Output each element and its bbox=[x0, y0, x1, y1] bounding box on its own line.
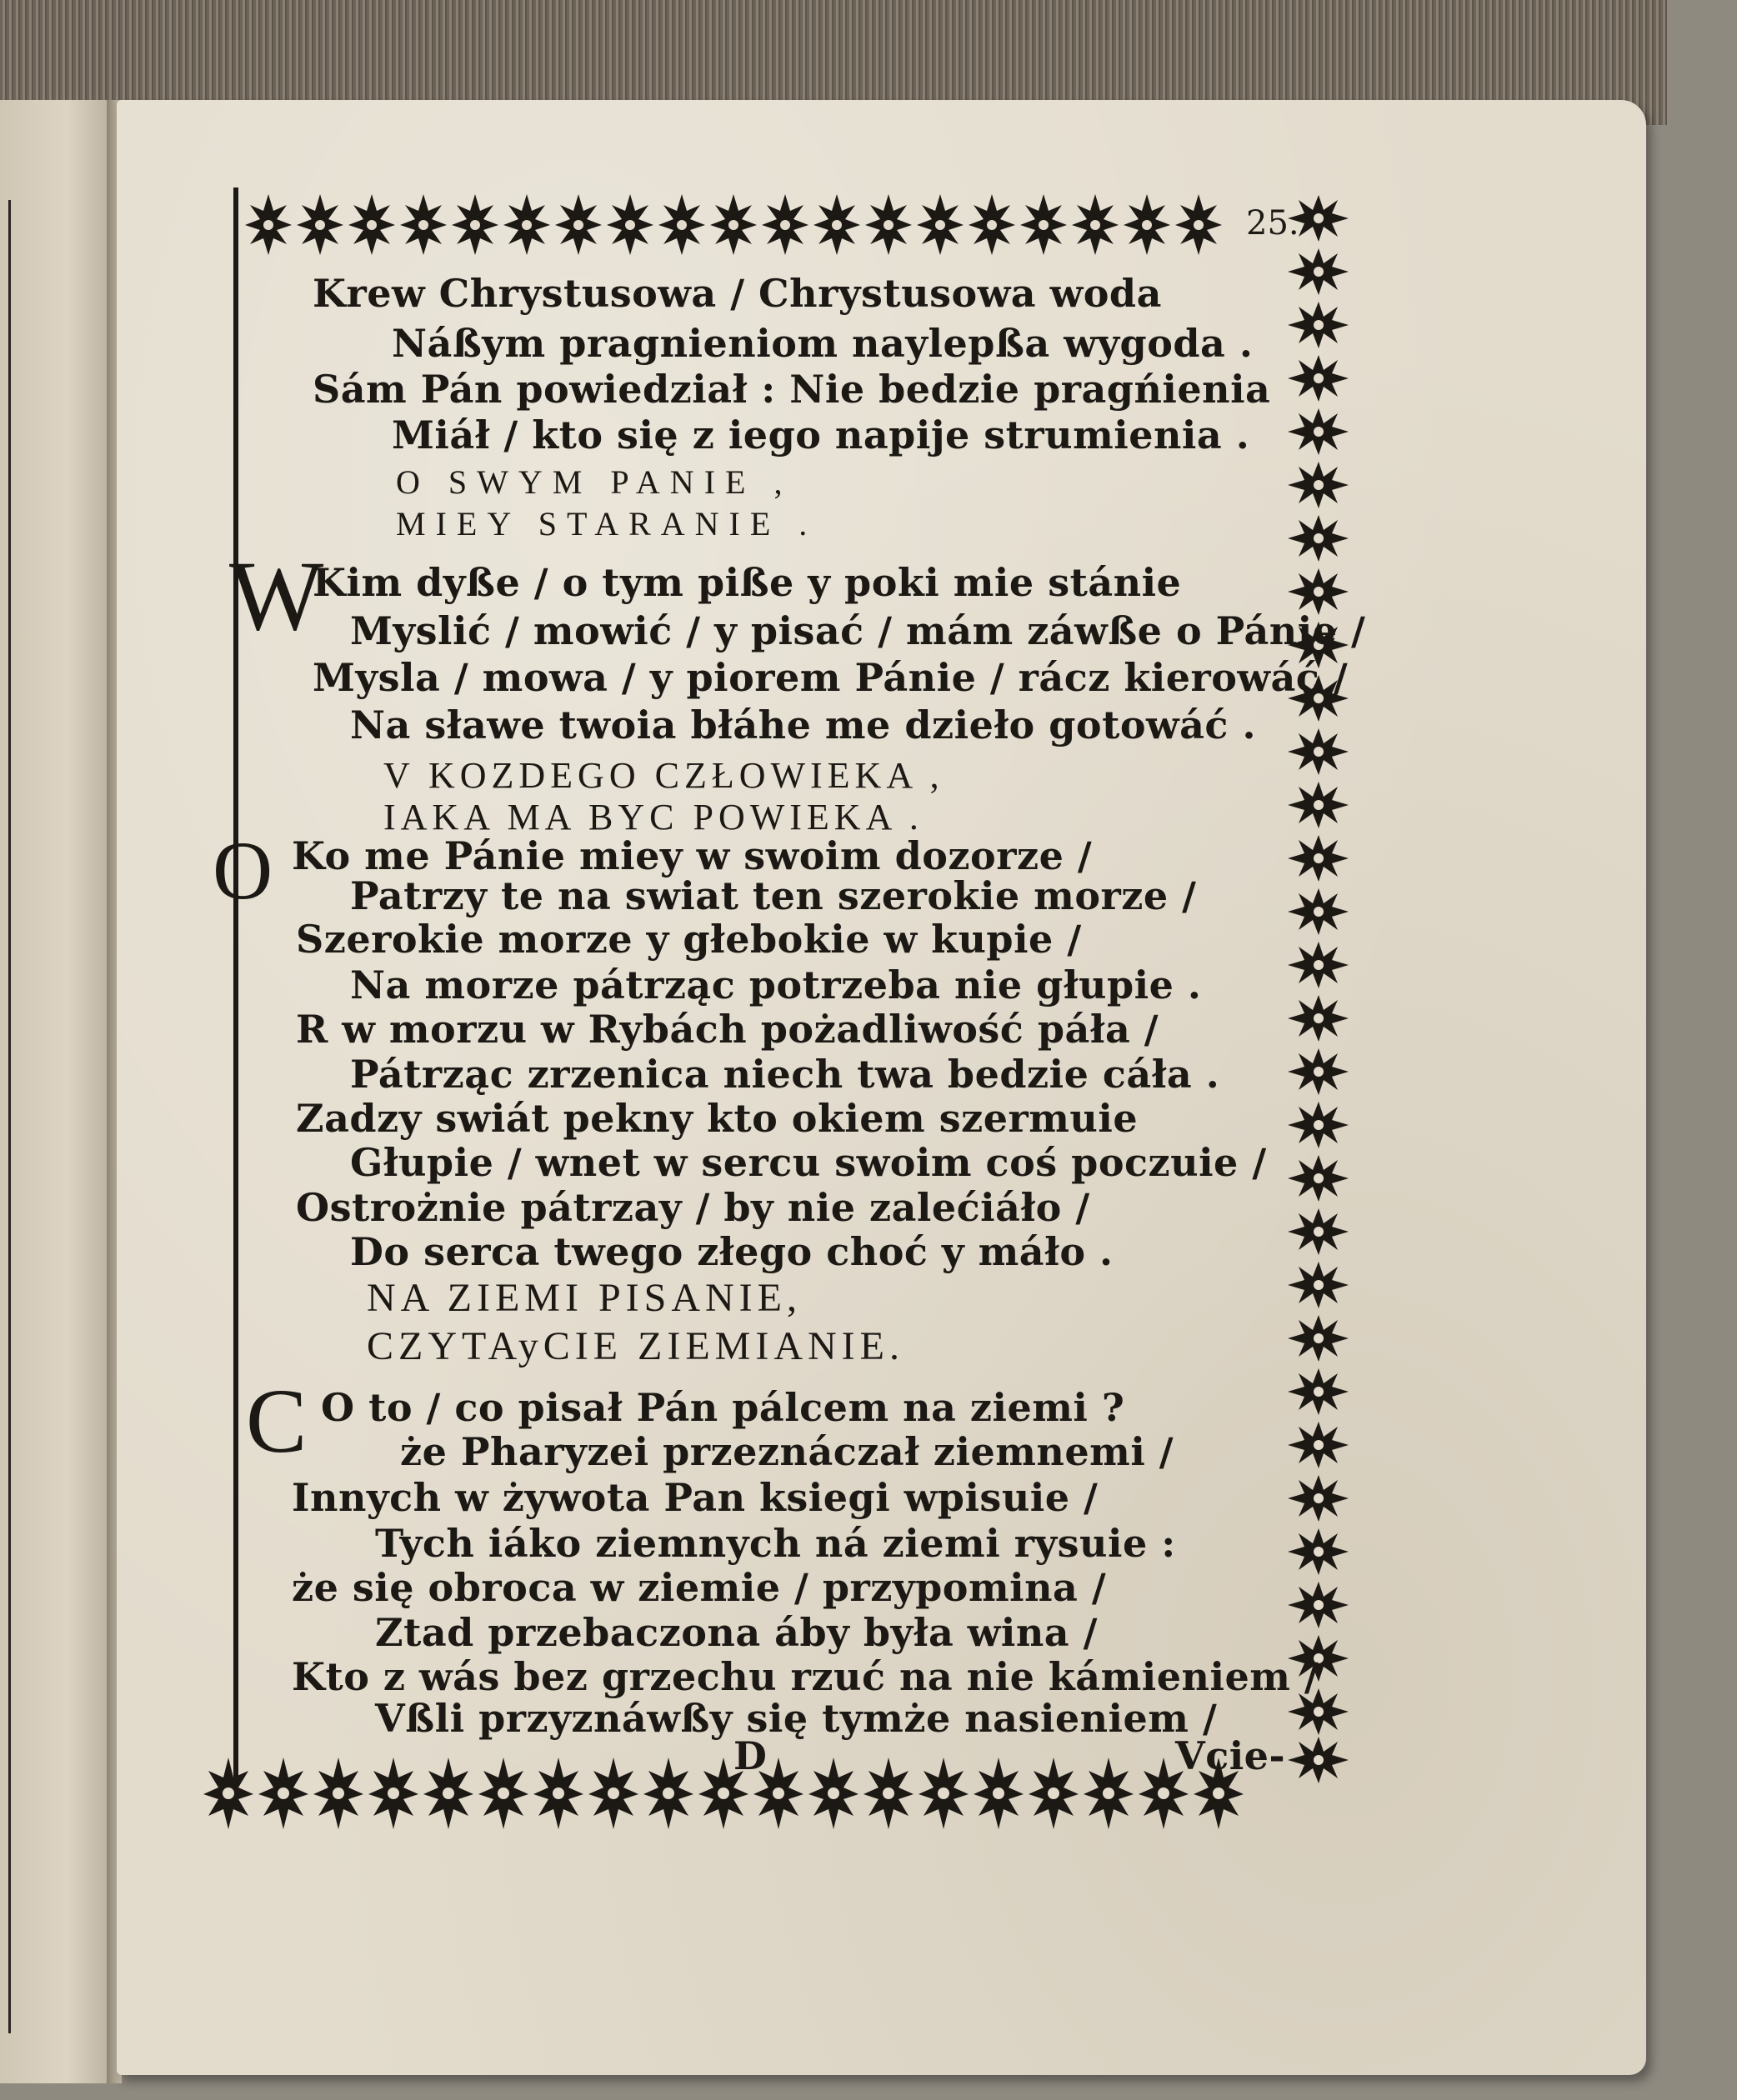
frame-left-rule bbox=[233, 188, 238, 1779]
stanza3-line7: Zadzy swiát pekny kto okiem szermuie bbox=[296, 1096, 1139, 1141]
stanza1-line1: Krew Chrystusowa / Chrystusowa woda bbox=[313, 271, 1162, 316]
stanza3-line4: Na morze pátrząc potrzeba nie głupie . bbox=[350, 962, 1202, 1008]
heading2-line2: IAKA MA BYC POWIEKA . bbox=[383, 797, 924, 838]
stanza2-dropcap: W bbox=[229, 540, 324, 651]
stanza3-dropcap: O bbox=[213, 824, 273, 917]
stanza4-line1: O to / co pisał Pán pálcem na ziemi ? bbox=[321, 1385, 1125, 1430]
stanza1-line2: Náßym pragnieniom naylepßa wygoda . bbox=[392, 321, 1254, 366]
stanza3-line8: Głupie / wnet w sercu swoim coś poczuie / bbox=[350, 1140, 1267, 1185]
stanza4-line6: Ztad przebaczona áby była wina / bbox=[375, 1610, 1098, 1655]
top-ornament-border bbox=[243, 190, 1235, 257]
stanza3-line1: Ko me Pánie miey w swoim dozorze / bbox=[292, 833, 1093, 878]
left-page-edge bbox=[0, 100, 113, 2083]
stanza2-line3: Mysla / mowa / y piorem Pánie / rácz kierowáć / bbox=[313, 655, 1349, 700]
stanza2-line4: Na sławe twoia błáhe me dzieło gotowáć . bbox=[350, 702, 1256, 748]
page-number: 25. bbox=[1246, 204, 1299, 242]
signature-mark: D bbox=[733, 1733, 768, 1778]
stanza4-line2: że Pharyzei przeznáczał ziemnemi / bbox=[400, 1429, 1174, 1474]
stanza3-line5: R w morzu w Rybách pożadliwość páła / bbox=[296, 1007, 1159, 1052]
stanza3-line6: Pátrząc zrzenica niech twa bedzie cáła . bbox=[350, 1052, 1220, 1097]
stanza3-line10: Do serca twego złego choć y máło . bbox=[350, 1229, 1114, 1274]
stanza3-line2: Patrzy te na swiat ten szerokie morze / bbox=[350, 873, 1197, 918]
left-page-rule bbox=[8, 200, 11, 2033]
stanza3-line9: Ostrożnie pátrzay / by nie zalećiáło / bbox=[296, 1185, 1090, 1230]
stanza2-line2: Myslić / mowić / y pisać / mám záwße o Pánie / bbox=[350, 608, 1366, 653]
stanza4-line4: Tych iáko ziemnych ná ziemi rysuie : bbox=[375, 1521, 1176, 1566]
heading2-line1: V KOZDEGO CZŁOWIEKA , bbox=[383, 755, 944, 796]
heading3-line1: NA ZIEMI PISANIE, bbox=[367, 1276, 802, 1320]
catchword: Vcie- bbox=[1175, 1733, 1286, 1778]
right-ornament-border bbox=[1284, 193, 1350, 1785]
stanza2-line1: Kim dyße / o tym piße y poki mie stánie bbox=[313, 560, 1182, 605]
stanza1-line3: Sám Pán powiedział : Nie bedzie pragńienia bbox=[313, 367, 1271, 412]
heading1-line2: MIEY STARANIE . bbox=[396, 505, 818, 542]
stanza4-line3: Innych w żywota Pan ksiegi wpisuie / bbox=[292, 1475, 1099, 1520]
heading3-line2: CZYTAyCIE ZIEMIANIE. bbox=[367, 1324, 904, 1368]
stanza4-line8: Vßli przyznáwßy się tymże nasieniem / bbox=[375, 1696, 1218, 1741]
stanza4-line7: Kto z wás bez grzechu rzuć na nie kámieniem / bbox=[292, 1654, 1319, 1699]
stanza4-dropcap: C bbox=[246, 1370, 308, 1472]
heading1-line1: O SWYM PANIE , bbox=[396, 463, 793, 501]
stanza4-line5: że się obroca w ziemie / przypomina / bbox=[292, 1565, 1107, 1610]
stanza1-line4: Miáł / kto się z iego napije strumienia . bbox=[392, 412, 1250, 458]
stanza3-line3: Szerokie morze y głebokie w kupie / bbox=[296, 917, 1082, 962]
